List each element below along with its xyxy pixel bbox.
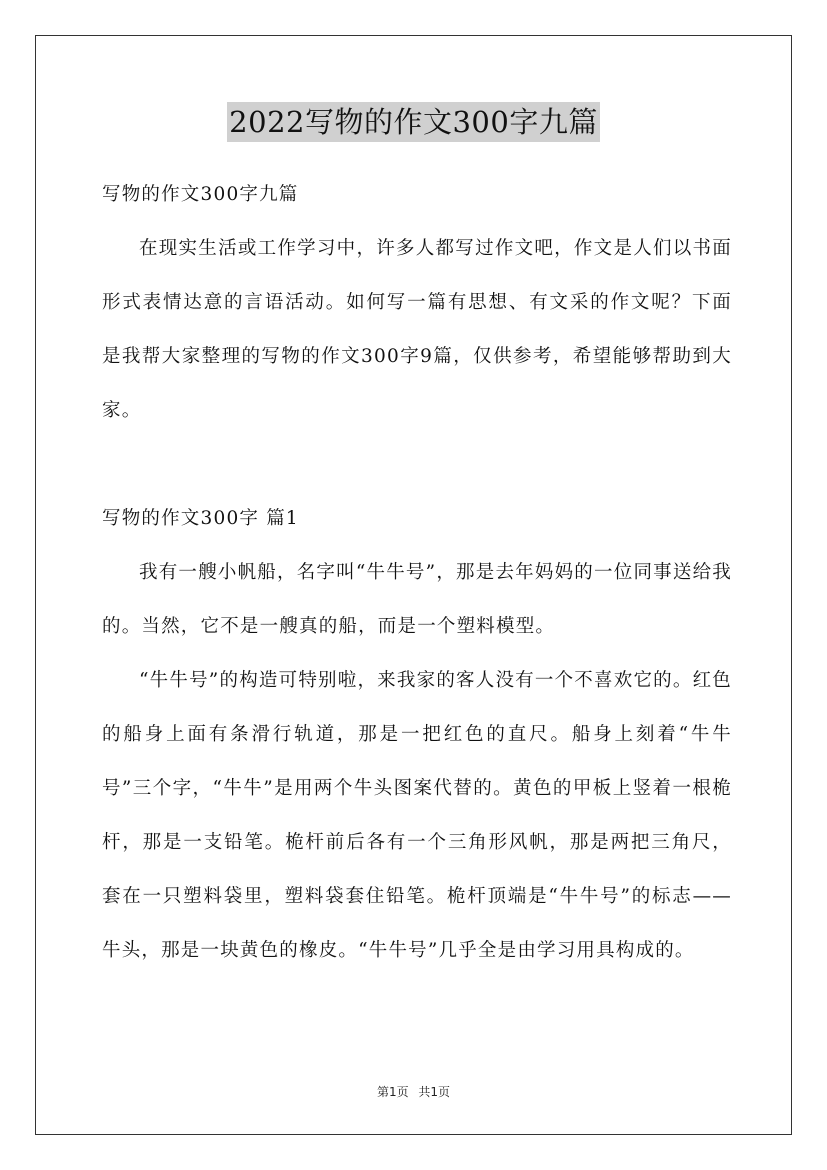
document-subtitle: 写物的作文300字九篇 (102, 184, 299, 205)
page-number: 第1页 (376, 1085, 409, 1099)
document-body (102, 168, 732, 978)
section-heading: 写物的作文300字 篇1 (102, 508, 299, 529)
title-container (0, 102, 827, 142)
intro-paragraph: 在现实生活或工作学习中，许多人都写过作文吧，作文是人们以书面形式表情达意的言语活动。如何写一篇有思想、有文采的作文呢？下面是我帮大家整理的写物的作文300字9篇，仅供参考，希望能够帮助到大家。 (102, 238, 732, 421)
document-title: 2022写物的作文300字九篇 (227, 102, 600, 142)
body-paragraph-1: 我有一艘小帆船，名字叫“牛牛号”，那是去年妈妈的一位同事送给我的。当然，它不是一艘真的船，而是一个塑料模型。 (102, 562, 732, 637)
page-total: 共1页 (418, 1085, 451, 1099)
page-footer (0, 1083, 827, 1100)
body-paragraph-2: “牛牛号”的构造可特别啦，来我家的客人没有一个不喜欢它的。红色的船身上面有条滑行轨道，那是一把红色的直尺。船身上刻着“牛牛号”三个字，“牛牛”是用两个牛头图案代替的。黄色的甲板上竖着一根桅杆，那是一支铅笔。桅杆前后各有一个三角形风帆，那是两把三角尺，套在一只塑料袋里，塑料袋套住铅笔。桅杆顶端是“牛牛号”的标志——牛头，那是一块黄色的橡皮。“牛牛号”几乎全是由学习用具构成的。 (102, 670, 732, 961)
